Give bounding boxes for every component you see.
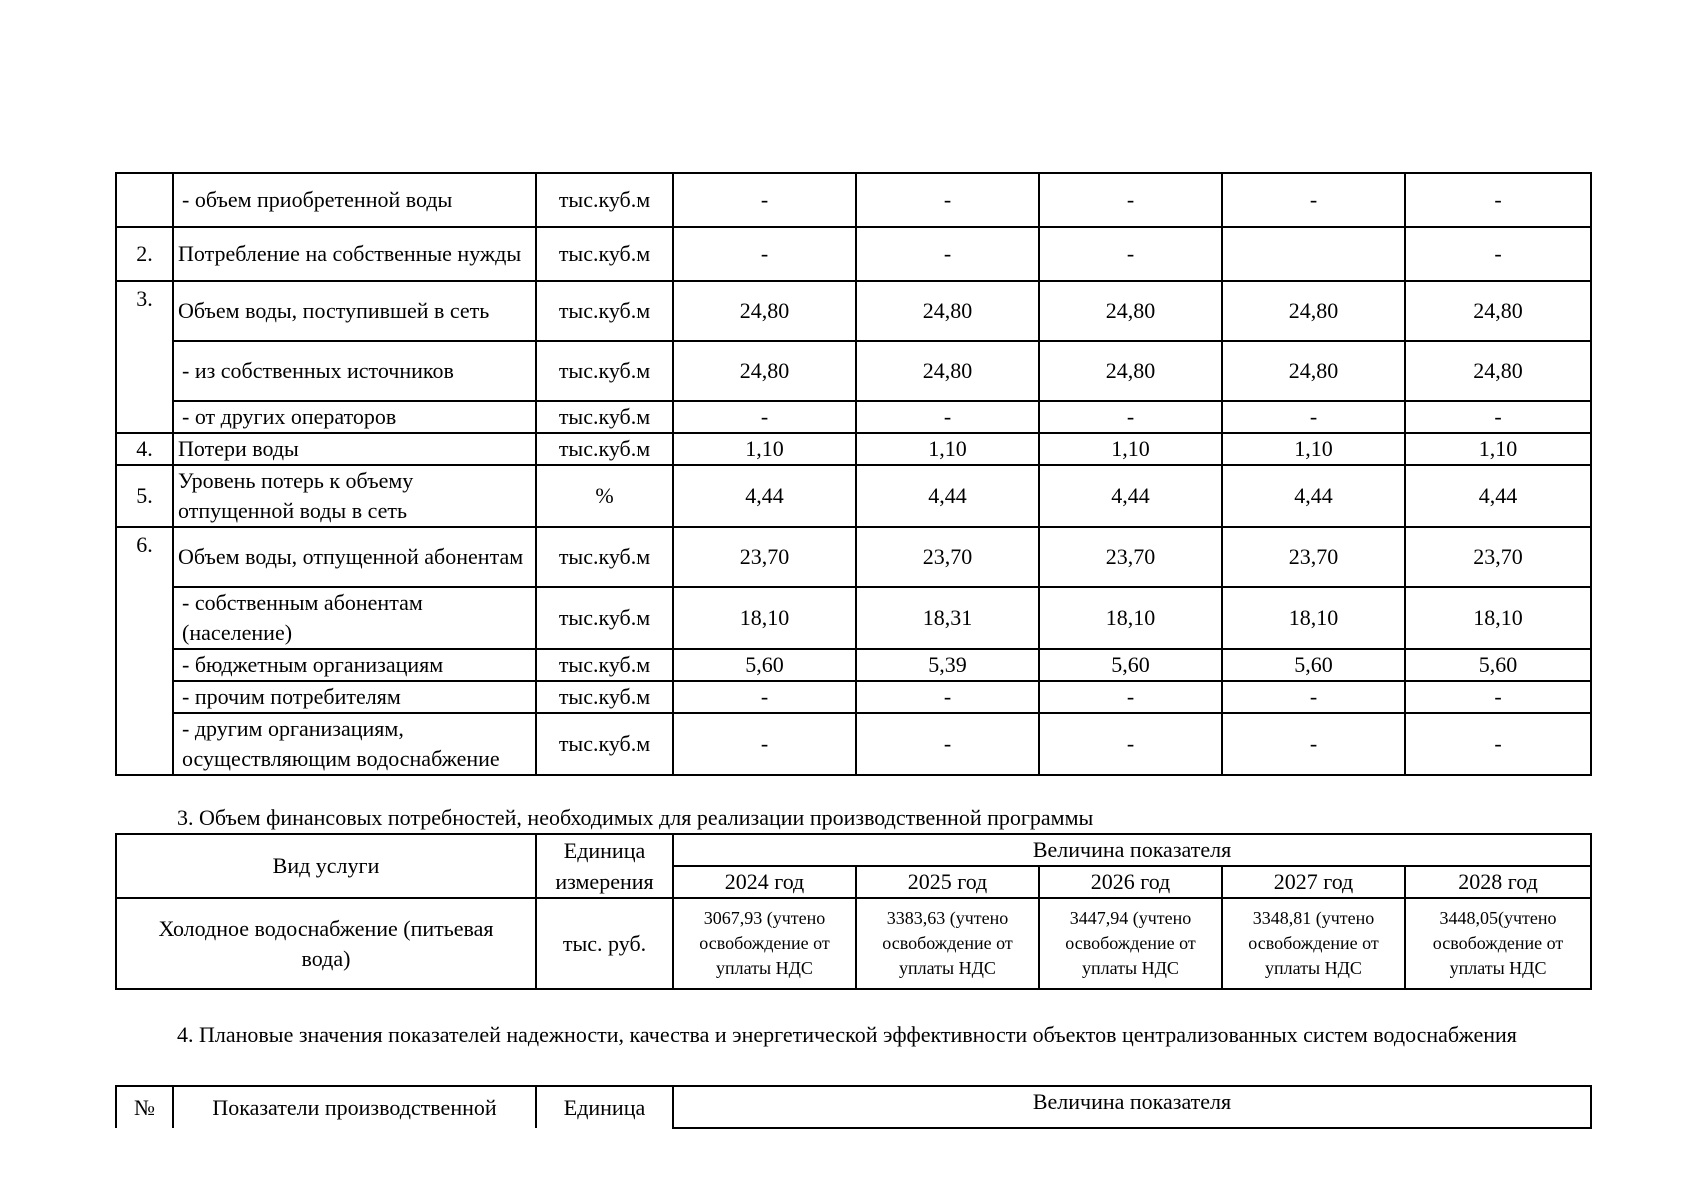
section-3-heading: 3. Объем финансовых потребностей, необходимых для реализации производственной программы — [177, 805, 1094, 830]
table-row — [116, 341, 1591, 401]
table-row — [116, 527, 1591, 587]
indicator-column-header: Показатели производственной — [173, 1086, 536, 1128]
row-value: 24,80 — [1039, 341, 1222, 401]
row-value: 4,44 — [856, 465, 1039, 527]
row-value: 24,80 — [1222, 281, 1405, 341]
row-value: - — [856, 401, 1039, 433]
row-value: 23,70 — [1405, 527, 1591, 587]
financial-value: 3067,93 (учтено освобождение от уплаты НДС — [673, 898, 856, 989]
row-unit: тыс.куб.м — [536, 433, 673, 465]
row-unit: тыс.куб.м — [536, 173, 673, 227]
row-value: 24,80 — [673, 281, 856, 341]
table-row — [116, 649, 1591, 681]
unit-column-header: Единица — [536, 1086, 673, 1128]
row-unit: тыс.куб.м — [536, 227, 673, 281]
table-row — [116, 681, 1591, 713]
row-value: 18,31 — [856, 587, 1039, 649]
row-label: - из собственных источников — [173, 341, 536, 401]
row-value: 24,80 — [856, 341, 1039, 401]
service-type-header: Вид услуги — [116, 834, 536, 898]
row-label: - от других операторов — [173, 401, 536, 433]
row-unit: тыс.куб.м — [536, 713, 673, 775]
row-value: 24,80 — [856, 281, 1039, 341]
row-value: - — [856, 227, 1039, 281]
row-unit: тыс.куб.м — [536, 587, 673, 649]
row-value: - — [1405, 713, 1591, 775]
row-value: 24,80 — [1222, 341, 1405, 401]
row-value: - — [673, 227, 856, 281]
row-value: - — [1405, 401, 1591, 433]
row-label: - другим организациям, осуществляющим водоснабжение — [173, 713, 536, 775]
table-row — [116, 173, 1591, 227]
row-label: Уровень потерь к объему отпущенной воды в сеть — [173, 465, 536, 527]
water-balance-table — [115, 172, 1592, 776]
row-value: - — [673, 173, 856, 227]
row-value: - — [1222, 713, 1405, 775]
row-value: 5,60 — [1039, 649, 1222, 681]
row-value: 4,44 — [673, 465, 856, 527]
row-label: - объем приобретенной воды — [173, 173, 536, 227]
row-value: 4,44 — [1405, 465, 1591, 527]
table-row — [116, 465, 1591, 527]
row-unit: тыс.куб.м — [536, 681, 673, 713]
row-value: - — [1039, 173, 1222, 227]
row-number: 3. — [116, 281, 173, 433]
row-label: Потери воды — [173, 433, 536, 465]
service-unit: тыс. руб. — [536, 898, 673, 989]
row-value: 5,60 — [1405, 649, 1591, 681]
row-label: Объем воды, отпущенной абонентам — [173, 527, 536, 587]
financial-value: 3447,94 (учтено освобождение от уплаты НДС — [1039, 898, 1222, 989]
row-value: - — [1222, 681, 1405, 713]
row-value: 18,10 — [1039, 587, 1222, 649]
service-name: Холодное водоснабжение (питьевая вода) — [116, 898, 536, 989]
unit-header-line1: Единица — [536, 834, 673, 866]
row-value: 1,10 — [673, 433, 856, 465]
row-value: 1,10 — [1039, 433, 1222, 465]
financial-value: 3348,81 (учтено освобождение от уплаты НДС — [1222, 898, 1405, 989]
row-value: - — [673, 681, 856, 713]
section-4-heading: 4. Плановые значения показателей надежности, качества и энергетической эффективности объектов централизованных систем водоснабжения — [177, 1022, 1517, 1047]
row-label: - прочим потребителям — [173, 681, 536, 713]
row-value: 24,80 — [1039, 281, 1222, 341]
row-value: - — [856, 681, 1039, 713]
row-value: 23,70 — [673, 527, 856, 587]
year-header: 2027 год — [1222, 866, 1405, 898]
row-unit: тыс.куб.м — [536, 281, 673, 341]
row-value: 5,60 — [1222, 649, 1405, 681]
row-value: - — [1039, 227, 1222, 281]
financial-needs-table — [115, 833, 1592, 990]
indicator-value-header: Величина показателя — [673, 1086, 1591, 1128]
table-row — [116, 401, 1591, 433]
row-value: - — [856, 173, 1039, 227]
row-value: 18,10 — [1222, 587, 1405, 649]
row-unit: тыс.куб.м — [536, 649, 673, 681]
row-value: 24,80 — [673, 341, 856, 401]
row-value: - — [1405, 173, 1591, 227]
year-header: 2028 год — [1405, 866, 1591, 898]
row-value: 5,60 — [673, 649, 856, 681]
row-label: Потребление на собственные нужды — [173, 227, 536, 281]
number-column-header: № — [116, 1086, 173, 1128]
row-value: - — [673, 713, 856, 775]
year-header: 2024 год — [673, 866, 856, 898]
row-value: 24,80 — [1405, 341, 1591, 401]
row-number: 2. — [116, 227, 173, 281]
row-value: 5,39 — [856, 649, 1039, 681]
table-row — [116, 587, 1591, 649]
year-header: 2026 год — [1039, 866, 1222, 898]
row-value: - — [1405, 681, 1591, 713]
row-unit: тыс.куб.м — [536, 527, 673, 587]
financial-value: 3383,63 (учтено освобождение от уплаты НДС — [856, 898, 1039, 989]
row-value: 23,70 — [1222, 527, 1405, 587]
row-value: - — [1039, 713, 1222, 775]
row-value — [1222, 227, 1405, 281]
row-value: - — [1222, 401, 1405, 433]
row-value: - — [1405, 227, 1591, 281]
table-row — [116, 227, 1591, 281]
row-unit: % — [536, 465, 673, 527]
row-value: 1,10 — [856, 433, 1039, 465]
reliability-indicators-table — [115, 1085, 1592, 1129]
row-value: 23,70 — [1039, 527, 1222, 587]
row-unit: тыс.куб.м — [536, 401, 673, 433]
row-value: 1,10 — [1222, 433, 1405, 465]
row-value: - — [1222, 173, 1405, 227]
row-value: - — [673, 401, 856, 433]
row-label: - бюджетным организациям — [173, 649, 536, 681]
row-value: 1,10 — [1405, 433, 1591, 465]
row-value: 18,10 — [1405, 587, 1591, 649]
row-number: 5. — [116, 465, 173, 527]
row-number: 4. — [116, 433, 173, 465]
row-unit: тыс.куб.м — [536, 341, 673, 401]
financial-value: 3448,05(учтено освобождение от уплаты НДС — [1405, 898, 1591, 989]
table-row — [116, 281, 1591, 341]
row-label: Объем воды, поступившей в сеть — [173, 281, 536, 341]
row-number: 6. — [116, 527, 173, 775]
row-value: 4,44 — [1039, 465, 1222, 527]
row-value: 24,80 — [1405, 281, 1591, 341]
row-number — [116, 173, 173, 227]
year-header: 2025 год — [856, 866, 1039, 898]
row-value: 18,10 — [673, 587, 856, 649]
table-row — [116, 713, 1591, 775]
row-label: - собственным абонентам (население) — [173, 587, 536, 649]
row-value: 23,70 — [856, 527, 1039, 587]
table-row — [116, 433, 1591, 465]
unit-header-line2: измерения — [536, 866, 673, 898]
row-value: 4,44 — [1222, 465, 1405, 527]
water-balance-body — [116, 173, 1591, 775]
row-value: - — [1039, 401, 1222, 433]
indicator-value-header: Величина показателя — [673, 834, 1591, 866]
row-value: - — [856, 713, 1039, 775]
row-value: - — [1039, 681, 1222, 713]
